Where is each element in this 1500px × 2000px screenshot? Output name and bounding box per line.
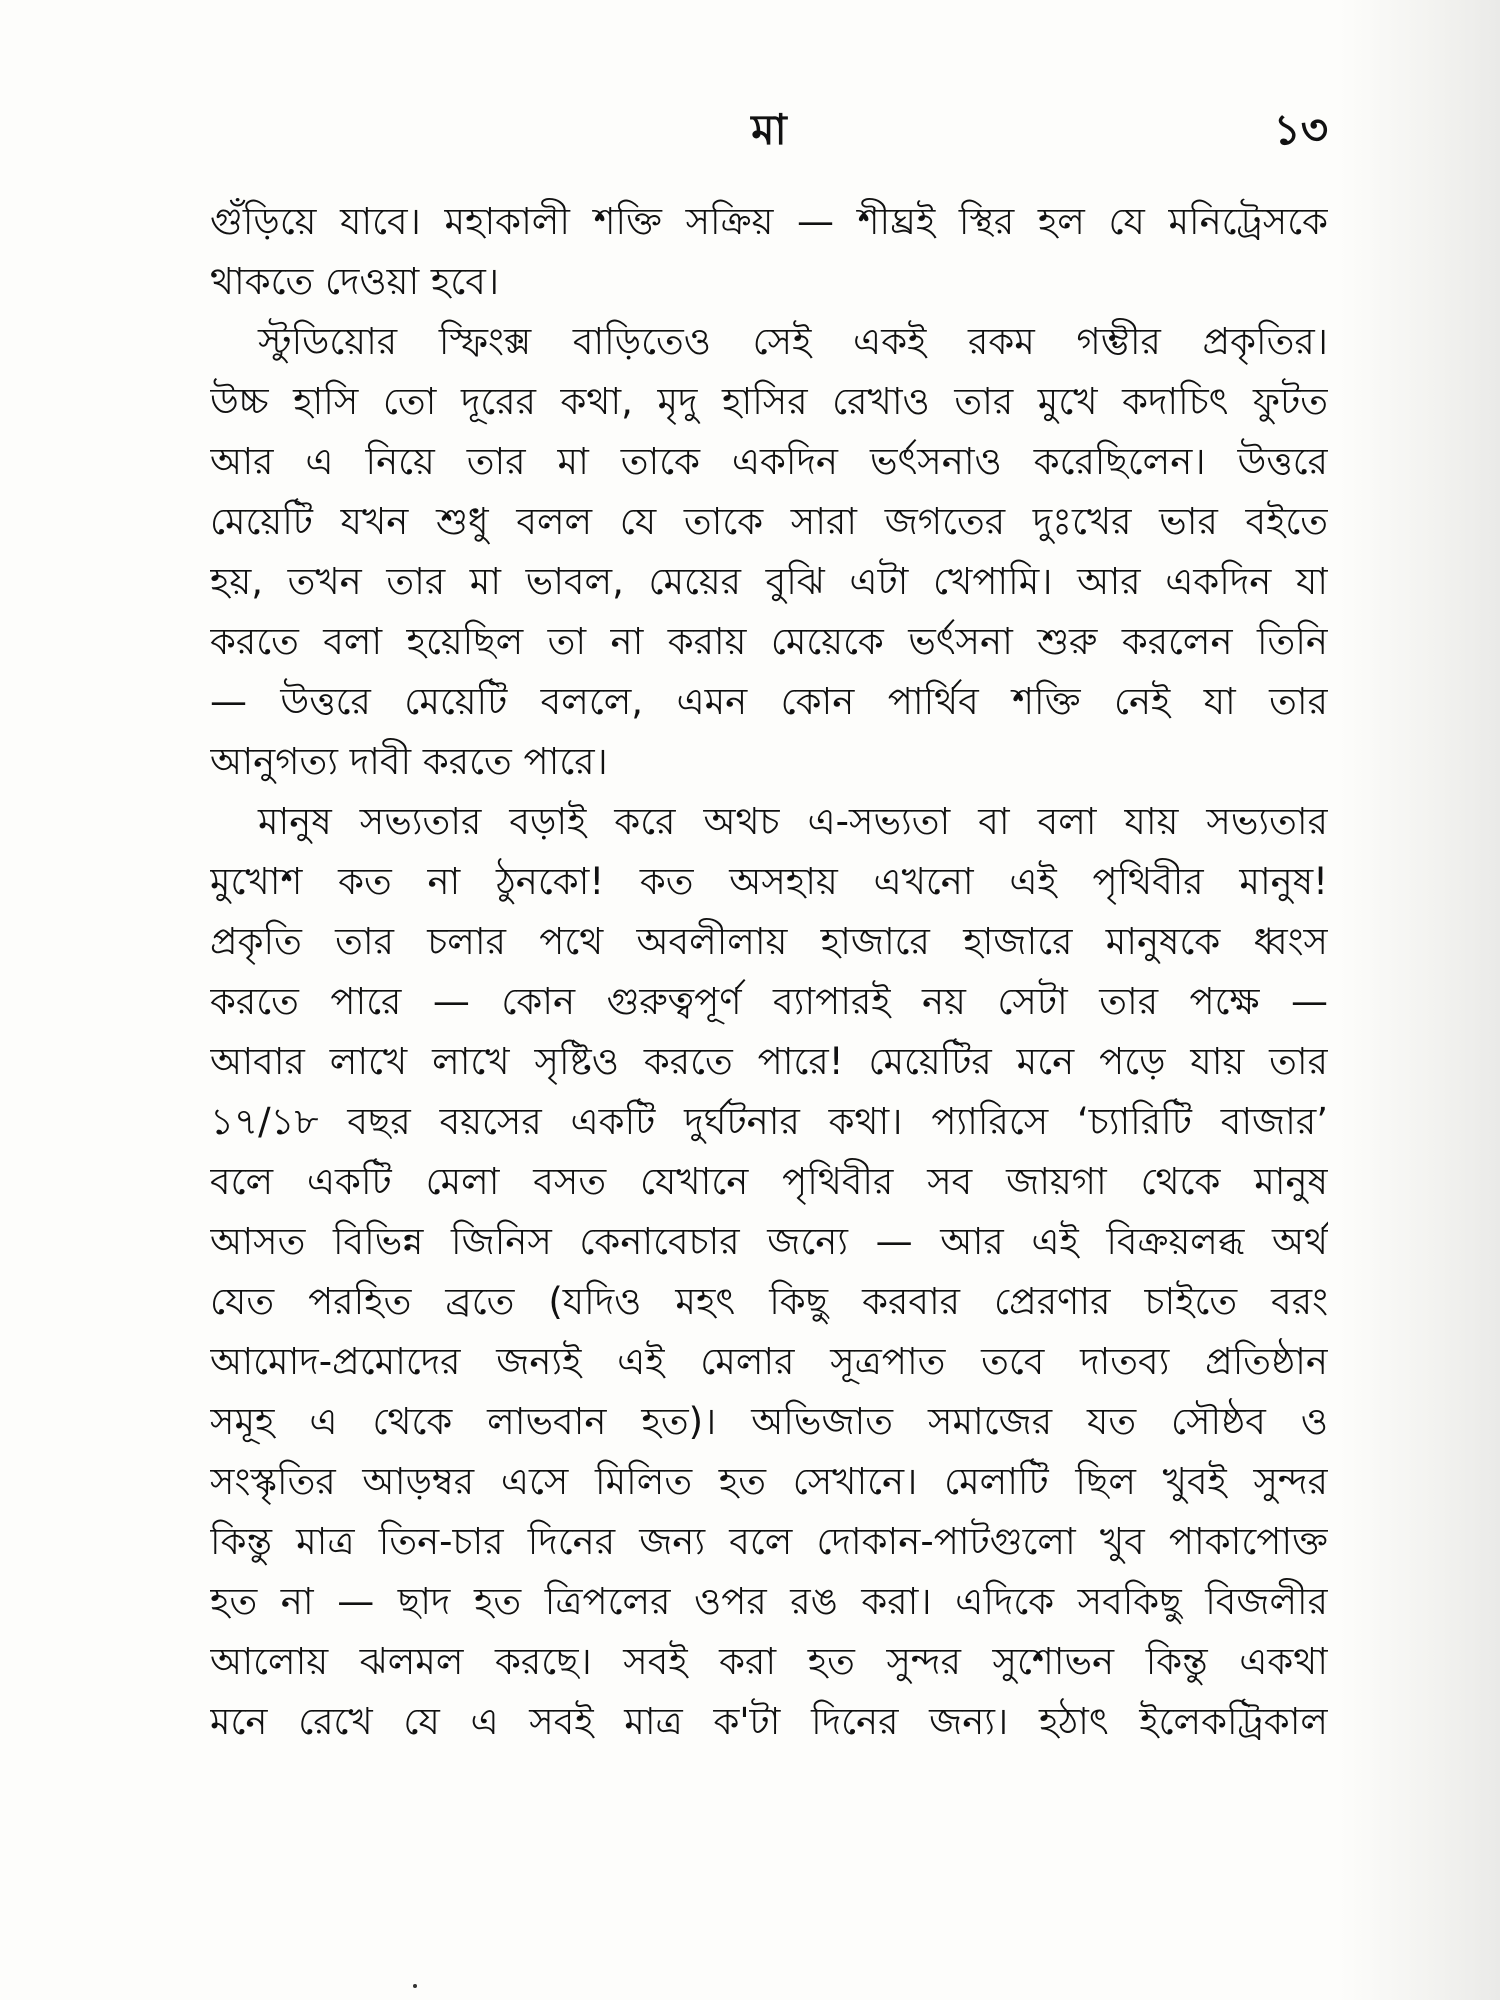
text-line: গুঁড়িয়ে যাবে। মহাকালী শক্তি সক্রিয় — শীঘ্রই স্থির হল যে মনিট্রেসকে [210,200,1328,243]
text-line: মানুষ সভ্যতার বড়াই করে অথচ এ-সভ্যতা বা বলা যায় সভ্যতার [258,800,1328,843]
text-line: করতে পারে — কোন গুরুত্বপূর্ণ ব্যাপারই নয় সেটা তার পক্ষে — [210,980,1328,1023]
text-line: আমোদ-প্রমোদের জন্যই এই মেলার সূত্রপাত তবে দাতব্য প্রতিষ্ঠান [210,1340,1328,1383]
print-speck [413,1984,417,1988]
text-line: মনে রেখে যে এ সবই মাত্র ক'টা দিনের জন্য। হঠাৎ ইলেকট্রিকাল [210,1700,1328,1743]
text-line: হয়, তখন তার মা ভাবল, মেয়ের বুঝি এটা খেপামি। আর একদিন যা [210,560,1328,603]
text-line: আলোয় ঝলমল করছে। সবই করা হত সুন্দর সুশোভন কিন্তু একথা [210,1640,1328,1683]
text-line: আবার লাখে লাখে সৃষ্টিও করতে পারে! মেয়েটির মনে পড়ে যায় তার [210,1040,1328,1083]
page-edge-shadow [1340,0,1500,2000]
text-line: বলে একটি মেলা বসত যেখানে পৃথিবীর সব জায়গা থেকে মানুষ [210,1160,1328,1203]
text-line: স্টুডিয়োর স্ফিংক্স বাড়িতেও সেই একই রকম গম্ভীর প্রকৃতির। [258,320,1328,363]
text-line: আনুগত্য দাবী করতে পারে। [210,740,608,783]
text-line: হত না — ছাদ হত ত্রিপলের ওপর রঙ করা। এদিকে সবকিছু বিজলীর [210,1580,1328,1623]
text-line: প্রকৃতি তার চলার পথে অবলীলায় হাজারে হাজারে মানুষকে ধ্বংস [210,920,1328,963]
text-line: যেত পরহিত ব্রতে (যদিও মহৎ কিছু করবার প্রেরণার চাইতে বরং [210,1280,1328,1323]
page-number: ১৩ [1273,105,1328,154]
page-header [210,100,1328,160]
text-line: ১৭/১৮ বছর বয়সের একটি দুর্ঘটনার কথা। প্যারিসে ‘চ্যারিটি বাজার’ [210,1100,1328,1143]
running-title: মা [751,105,787,154]
text-line: করতে বলা হয়েছিল তা না করায় মেয়েকে ভর্ৎসনা শুরু করলেন তিনি [210,620,1328,663]
body-text [210,192,1328,1752]
text-line: আসত বিভিন্ন জিনিস কেনাবেচার জন্যে — আর এই বিক্রয়লব্ধ অর্থ [210,1220,1328,1263]
text-line: সমূহ এ থেকে লাভবান হত)। অভিজাত সমাজের যত সৌষ্ঠব ও [210,1400,1328,1443]
text-line: সংস্কৃতির আড়ম্বর এসে মিলিত হত সেখানে। মেলাটি ছিল খুবই সুন্দর [210,1460,1328,1503]
text-line: মুখোশ কত না ঠুনকো! কত অসহায় এখনো এই পৃথিবীর মানুষ! [210,860,1328,903]
text-line: থাকতে দেওয়া হবে। [210,260,500,303]
text-line: কিন্তু মাত্র তিন-চার দিনের জন্য বলে দোকান-পাটগুলো খুব পাকাপোক্ত [210,1520,1328,1563]
text-line: আর এ নিয়ে তার মা তাকে একদিন ভর্ৎসনাও করেছিলেন। উত্তরে [210,440,1328,483]
text-line: উচ্চ হাসি তো দূরের কথা, মৃদু হাসির রেখাও তার মুখে কদাচিৎ ফুটত [210,380,1328,423]
text-line: মেয়েটি যখন শুধু বলল যে তাকে সারা জগতের দুঃখের ভার বইতে [210,500,1328,543]
text-line: — উত্তরে মেয়েটি বললে, এমন কোন পার্থিব শক্তি নেই যা তার [210,680,1328,723]
